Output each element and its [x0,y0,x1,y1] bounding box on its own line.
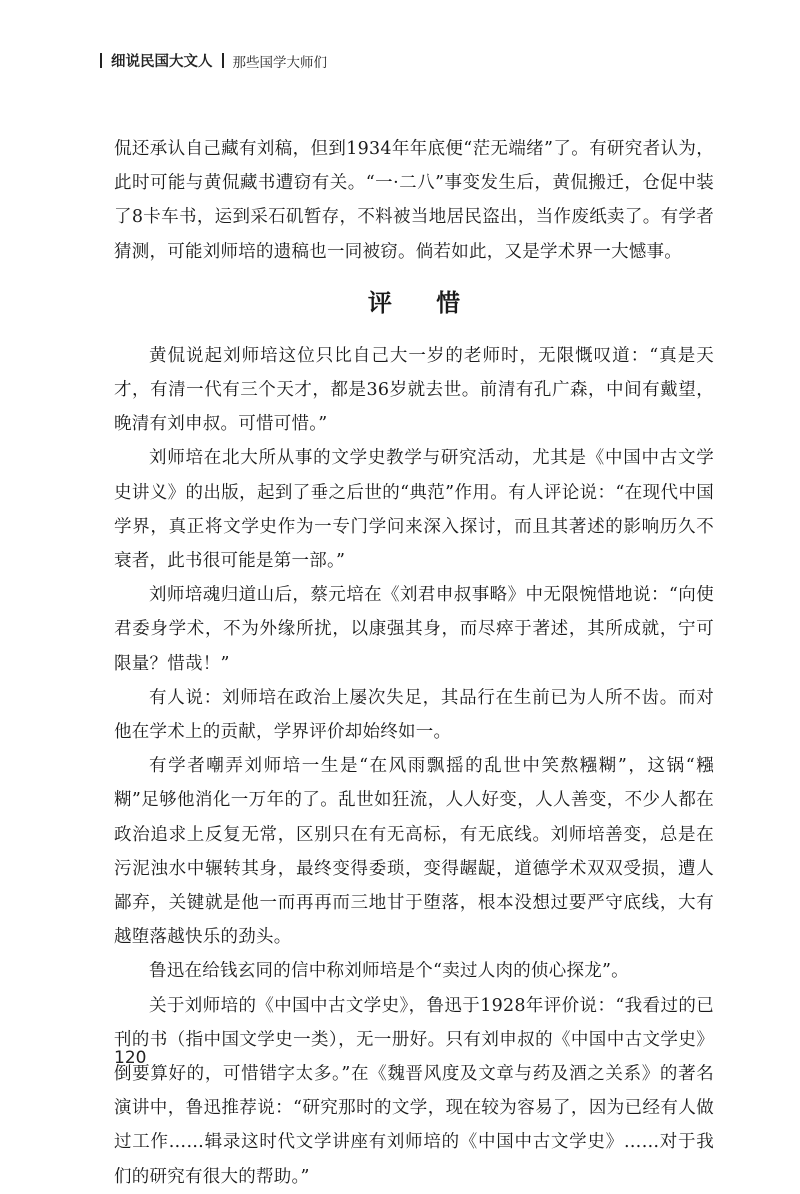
paragraph-continued: 侃还承认自己藏有刘稿，但到1934年年底便“茫无端绪”了。有研究者认为，此时可能与黄侃藏书遭窃有关。“一·二八”事变发生后，黄侃搬迁，仓促中装了8卡车书，运到采石矶暂存，不料被当地居民盗出，当作废纸卖了。有学者猜测，可能刘师培的遗稿也一同被窃。倘若如此，又是学术界一大憾事。 [114,139,714,262]
paragraph: 关于刘师培的《中国中古文学史》，鲁迅于1928年评价说：“我看过的已刊的书（指中国文学史一类），无一册好。只有刘申叔的《中国中古文学史》倒要算好的，可惜错字太多。”在《魏晋风度及文章与药及酒之关系》的著名演讲中，鲁迅推荐说：“研究那时的文学，现在较为容易了，因为已经有人做过工作……辑录这时代文学讲座有刘师培的《中国中古文学史》……对于我们的研究有很大的帮助。” [114,995,714,1187]
paragraph: 有人说：刘师培在政治上屡次失足，其品行在生前已为人所不齿。而对他在学术上的贡献，学界评价却始终如一。 [114,687,714,743]
paragraph: 黄侃说起刘师培这位只比自己大一岁的老师时，无限慨叹道：“真是天才，有清一代有三个天才，都是36岁就去世。前清有孔广森，中间有戴望，晚清有刘申叔。可惜可惜。” [114,345,714,435]
book-title: 细说民国大文人 [111,54,213,70]
running-header [100,50,327,71]
paragraph: 刘师培在北大所从事的文学史教学与研究活动，尤其是《中国中古文学史讲义》的出版，起到了垂之后世的“典范”作用。有人评论说：“在现代中国学界，真正将文学史作为一专门学问来深入探讨，而且其著述的影响历久不衰者，此书很可能是第一部。” [114,448,714,572]
page-number: 120 [114,1048,147,1068]
header-divider [222,53,224,68]
paragraph: 鲁迅在给钱玄同的信中称刘师培是个“卖过人肉的侦心探龙”。 [149,961,629,982]
header-divider [100,53,102,68]
paragraph: 有学者嘲弄刘师培一生是“在风雨飘摇的乱世中笑熬糨糊”，这锅“糨糊”足够他消化一万年的了。乱世如狂流，人人好变，人人善变，不少人都在政治追求上反复无常，区别只在有无高标，有无底线。刘师培善变，总是在污泥浊水中辗转其身，最终变得委琐，变得龌龊，道德学术双双受损，遭人鄙弃，关键就是他一而再再而三地甘于堕落，根本没想过要严守底线，大有越堕落越快乐的劲头。 [114,756,714,948]
page-body [114,132,714,1194]
chapter-title: 那些国学大师们 [232,54,327,71]
section-heading: 评 惜 [367,288,479,317]
paragraph: 刘师培魂归道山后，蔡元培在《刘君申叔事略》中无限惋惜地说：“向使君委身学术，不为外缘所扰，以康强其身，而尽瘁于著述，其所成就，宁可限量？惜哉！” [114,585,714,674]
